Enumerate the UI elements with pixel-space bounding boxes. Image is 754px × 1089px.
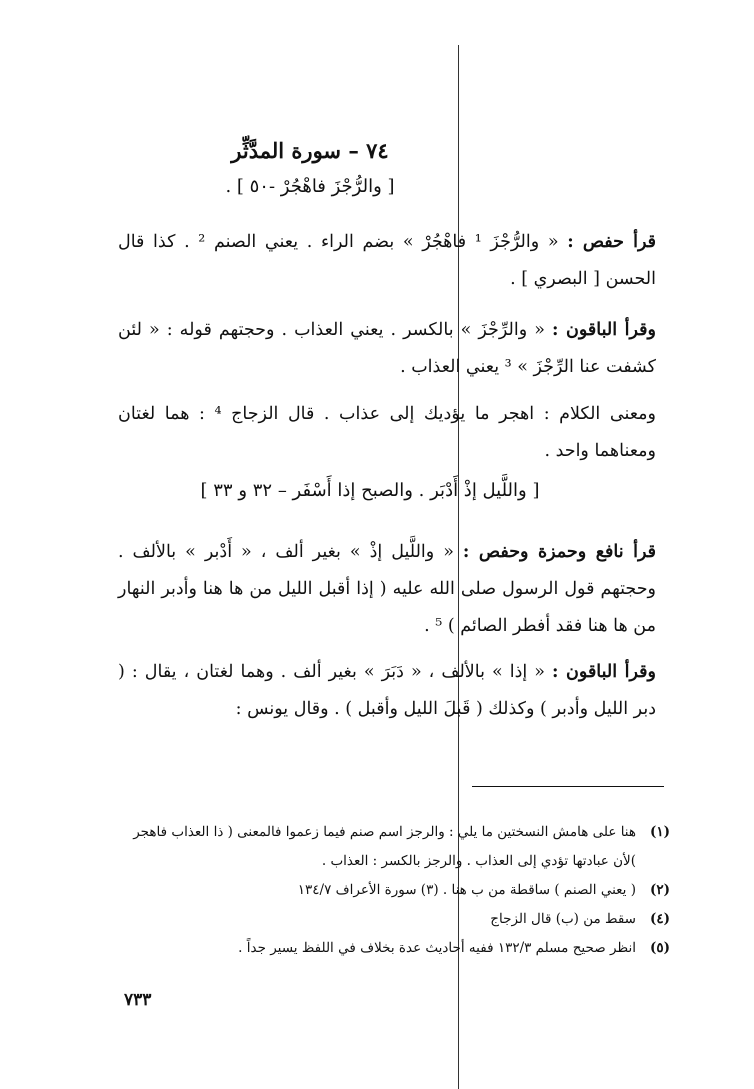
footnote — [130, 876, 670, 905]
paragraph-text: « واللَّيل إذْ » بغير ألف ، « أَدْبر » بالألف . وحجتهم قول الرسول صلى الله عليه ( إذا أقبل الليل من ها هنا وأدبر النهار من ها هنا فقد أفطر الصائم ) ⁵ . — [118, 542, 656, 636]
footnotes — [130, 818, 670, 963]
paragraph-others-2 — [118, 654, 656, 728]
footnote-number: (٢) — [649, 882, 670, 898]
footnote-text: انظر صحيح مسلم ١٣٢/٣ ففيه أحاديث عدة بخلاف في اللفظ يسير جداً . — [238, 940, 636, 956]
footnote — [130, 818, 670, 876]
paragraph-others — [118, 312, 656, 386]
paragraph-nafi — [118, 534, 656, 645]
paragraph-hafs — [118, 224, 656, 298]
footnote-separator — [472, 786, 664, 787]
verse-header-1: [ والرُّجْزَ فاهْجُرْ -٥٠ ] . — [225, 176, 395, 197]
footnote-text: هنا على هامش النسختين ما يلي : والرجز اسم صنم فيما زعموا فالمعنى ( ذا العذاب فاهجر )لأن عبادتها تؤدي إلى العذاب . والرجز بالكسر : العذاب . — [133, 824, 636, 869]
footnote — [130, 934, 670, 963]
paragraph-text: « والرِّجْزَ » بالكسر . يعني العذاب . وحجتهم قوله : « لئن كشفت عنا الرِّجْزَ » ³ يعني العذاب . — [118, 320, 656, 377]
paragraph-meaning: ومعنى الكلام : اهجر ما يؤديك إلى عذاب . قال الزجاج ⁴ : هما لغتان ومعناهما واحد . — [118, 404, 656, 461]
paragraph-lead: قرأ حفص : — [567, 232, 656, 252]
footnote-text: ( يعني الصنم ) ساقطة من ب هنا . (٣) سورة الأعراف ١٣٤/٧ — [297, 882, 636, 898]
paragraph-text: « إذا » بالألف ، « دَبَرَ » بغير ألف . وهما لغتان ، يقال : ( دبر الليل وأدبر ) وكذلك ( قَبلَ الليل وأقبل ) . وقال يونس : — [118, 662, 656, 719]
footnote-number: (٤) — [649, 911, 670, 927]
footnote-number: (١) — [649, 824, 670, 840]
surah-title: ٧٤ – سورة المدَّثِّر — [231, 138, 389, 163]
paragraph-lead: قرأ نافع وحمزة وحفص : — [462, 542, 656, 562]
footnote-text: سقط من (ب) قال الزجاج — [490, 911, 636, 927]
paragraph-text: « والرُّجْزَ ¹ فاهْجُرْ » بضم الراء . يعني الصنم ² . كذا قال الحسن [ البصري ] . — [118, 232, 656, 289]
paragraph-lead: وقرأ الباقون : — [552, 662, 657, 682]
verse-header-2: [ واللَّيل إذْ أَدْبَر . والصبح إذا أَسْفَر – ٣٢ و ٣٣ ] — [200, 480, 540, 501]
footnote-number: (٥) — [649, 940, 670, 956]
page-number: ٧٣٣ — [124, 990, 152, 1010]
footnote — [130, 905, 670, 934]
paragraph-lead: وقرأ الباقون : — [551, 320, 657, 340]
